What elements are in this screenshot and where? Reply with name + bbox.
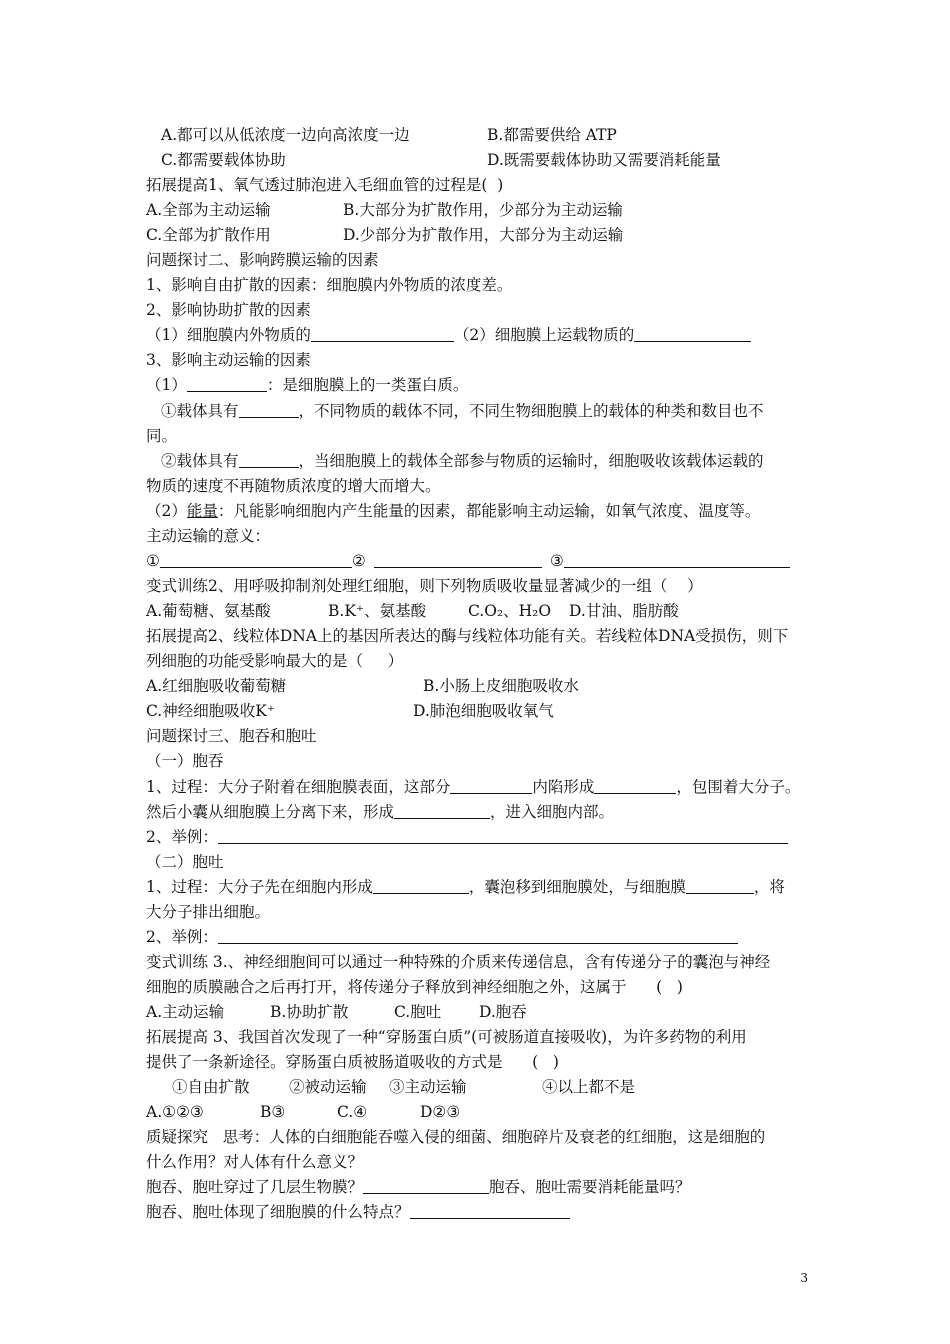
- body-text: 然后小囊从细胞膜上分离下来，形成: [146, 803, 395, 821]
- question-text: 变式训练 3.、神经细胞间可以通过一种特殊的介质来传递信息，含有传递分子的囊泡与神经: [146, 953, 771, 971]
- body-line: 2、影响协助扩散的因素: [146, 301, 311, 319]
- body-text: （2）细胞膜上运载物质的: [453, 326, 635, 344]
- fill-blank-line: [146, 550, 790, 572]
- body-text: 2、举例：: [146, 828, 218, 846]
- option-a: A.①②③: [146, 1103, 204, 1121]
- body-text: ：是细胞膜上的一类蛋白质。: [266, 376, 469, 394]
- body-text: ，当细胞膜上的载体全部参与物质的运输时，细胞吸收该载体运载的: [298, 452, 764, 470]
- option-d: D.肺泡细胞吸收氧气: [413, 702, 554, 720]
- question-text: 细胞的质膜融合之后再打开，将传递分子释放到神经细胞之外，这属于 ( ): [146, 978, 683, 996]
- body-text: ①: [146, 552, 160, 570]
- fill-blank-line: [146, 1201, 570, 1223]
- option-b: B.协助扩散: [270, 1003, 349, 1021]
- question-text: 拓展提高1、氧气透过肺泡进入毛细血管的过程是( ): [146, 176, 504, 194]
- option-b: B.都需要供给 ATP: [487, 126, 617, 144]
- body-line: [146, 500, 760, 522]
- choice-item: ①自由扩散: [172, 1078, 250, 1096]
- answer-blank: [363, 1177, 489, 1194]
- subsection-heading: （一）胞吞: [146, 752, 224, 770]
- option-c: C.都需要载体协助: [161, 151, 286, 169]
- option-a: A.主动运输: [146, 1003, 225, 1021]
- body-text: ，包围着大分子。: [676, 778, 801, 796]
- body-text: 胞吞、胞吐穿过了几层生物膜？: [146, 1178, 364, 1196]
- option-c: C.④: [337, 1103, 368, 1121]
- body-text: ②载体具有: [161, 452, 239, 470]
- answer-blank: [160, 551, 352, 568]
- option-b: B.K⁺、氨基酸: [328, 602, 427, 620]
- option-d: D②③: [420, 1103, 461, 1121]
- option-c: C.O₂、H₂O: [468, 602, 552, 620]
- body-text: 1、过程：大分子先在细胞内形成: [146, 878, 373, 896]
- option-a: A.全部为主动运输: [146, 201, 271, 219]
- underlined-term: 能量: [186, 502, 218, 520]
- option-c: C.神经细胞吸收K⁺: [146, 702, 275, 720]
- answer-blank: [634, 325, 751, 342]
- answer-blank: [373, 877, 469, 894]
- body-text: 1、过程：大分子附着在细胞膜表面，这部分: [146, 778, 451, 796]
- question-text: 什么作用？对人体有什么意义？: [146, 1153, 364, 1171]
- fill-blank-line: [161, 400, 764, 422]
- body-line: 大分子排出细胞。: [146, 903, 271, 921]
- choice-item: ④以上都不是: [542, 1078, 636, 1096]
- answer-blank: [187, 375, 267, 392]
- body-text: 内陷形成: [532, 778, 595, 796]
- body-text: ：凡能影响细胞内产生能量的因素，都能影响主动运输，如氧气浓度、温度等。: [217, 502, 761, 520]
- fill-blank-line: [146, 926, 738, 948]
- body-text: ①载体具有: [161, 402, 239, 420]
- answer-blank: [239, 451, 299, 468]
- option-a: A.葡萄糖、氨基酸: [146, 602, 271, 620]
- question-text: 列细胞的功能受影响最大的是（ ）: [146, 652, 404, 670]
- body-line: 主动运输的意义：: [146, 527, 271, 545]
- fill-blank-line: [146, 876, 785, 898]
- answer-blank: [686, 877, 754, 894]
- body-text: 胞吞、胞吐体现了细胞膜的什么特点？: [146, 1203, 410, 1221]
- answer-blank: [218, 827, 788, 844]
- choice-item: ③主动运输: [389, 1078, 467, 1096]
- subsection-heading: （二）胞吐: [146, 853, 224, 871]
- fill-blank-line: [146, 826, 788, 848]
- section-heading: 问题探讨二、影响跨膜运输的因素: [146, 251, 379, 269]
- answer-blank: [564, 551, 790, 568]
- fill-blank-line: [146, 374, 468, 396]
- choice-item: ②被动运输: [289, 1078, 367, 1096]
- body-text: 2、举例：: [146, 928, 218, 946]
- fill-blank-line: [146, 801, 614, 823]
- body-text: ②: [351, 552, 366, 570]
- option-d: D.少部分为扩散作用，大部分为主动运输: [343, 226, 624, 244]
- body-text: ，囊泡移到细胞膜处，与细胞膜: [468, 878, 686, 896]
- question-text: 拓展提高 3、我国首次发现了一种“穿肠蛋白质”(可被肠道直接吸收)，为许多药物的利用: [146, 1028, 747, 1046]
- body-line: 1、影响自由扩散的因素：细胞膜内外物质的浓度差。: [146, 276, 513, 294]
- answer-blank: [218, 927, 738, 944]
- fill-blank-line: [146, 1176, 691, 1198]
- body-text: ，不同物质的载体不同，不同生物细胞膜上的载体的种类和数目也不: [298, 402, 764, 420]
- option-d: D.既需要载体协助又需要消耗能量: [487, 151, 721, 169]
- body-line: 物质的速度不再随物质浓度的增大而增大。: [146, 477, 441, 495]
- answer-blank: [410, 1202, 570, 1219]
- answer-blank: [594, 777, 676, 794]
- body-text: ③: [549, 552, 564, 570]
- fill-blank-line: [161, 450, 764, 472]
- section-heading: 问题探讨三、胞吞和胞吐: [146, 727, 317, 745]
- question-text: 提供了一条新途径。穿肠蛋白质被肠道吸收的方式是 ( ): [146, 1053, 559, 1071]
- option-b: B.大部分为扩散作用，少部分为主动运输: [343, 201, 623, 219]
- option-c: C.全部为扩散作用: [146, 226, 271, 244]
- option-d: D.甘油、脂肪酸: [569, 602, 679, 620]
- answer-blank: [450, 777, 532, 794]
- body-text: 胞吞、胞吐需要消耗能量吗？: [489, 1178, 691, 1196]
- option-b: B③: [260, 1103, 286, 1121]
- body-text: （1）: [146, 376, 187, 394]
- question-text: 变式训练2、用呼吸抑制剂处理红细胞，则下列物质吸收量显著减少的一组（ ）: [146, 577, 703, 595]
- body-text: （2）: [146, 502, 187, 520]
- option-d: D.胞吞: [479, 1003, 527, 1021]
- answer-blank: [311, 325, 454, 342]
- answer-blank: [374, 551, 542, 568]
- option-c: C.胞吐: [394, 1003, 442, 1021]
- answer-blank: [394, 802, 490, 819]
- fill-blank-line: [146, 324, 751, 346]
- option-a: A.都可以从低浓度一边向高浓度一边: [161, 126, 410, 144]
- body-line: 同。: [146, 427, 178, 445]
- answer-blank: [239, 401, 299, 418]
- question-text: 拓展提高2、线粒体DNA上的基因所表达的酶与线粒体功能有关。若线粒体DNA受损伤，则下: [146, 627, 789, 645]
- body-text: ，进入细胞内部。: [490, 803, 615, 821]
- body-text: ，将: [753, 878, 785, 896]
- question-text: 质疑探究 思考：人体的白细胞能吞噬入侵的细菌、细胞碎片及衰老的红细胞，这是细胞的: [146, 1128, 766, 1146]
- option-a: A.红细胞吸收葡萄糖: [146, 677, 287, 695]
- body-line: 3、影响主动运输的因素: [146, 351, 311, 369]
- fill-blank-line: [146, 776, 800, 798]
- option-b: B.小肠上皮细胞吸收水: [423, 677, 579, 695]
- page-number: 3: [800, 1271, 808, 1285]
- body-text: （1）细胞膜内外物质的: [146, 326, 311, 344]
